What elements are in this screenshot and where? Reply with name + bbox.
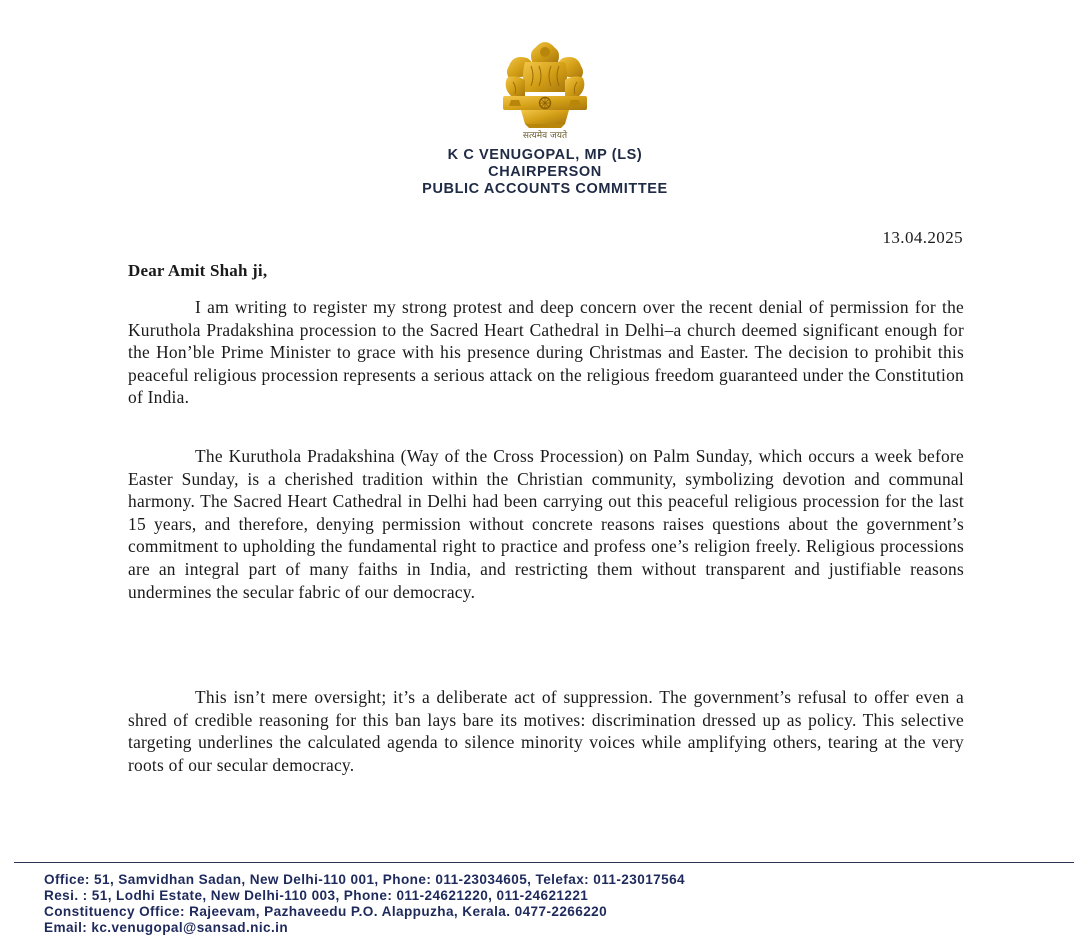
footer-constituency: Constituency Office: Rajeevam, Pazhaveedu P.O. Alappuzha, Kerala. 0477-2266220 xyxy=(44,904,608,919)
paragraph-2: The Kuruthola Pradakshina (Way of the Cross Procession) on Palm Sunday, which occurs a week before Easter Sunday, is a cherished tradition within the Christian community, symbolizing devotion and communal harmony. The Sacred Heart Cathedral in Delhi had been carrying out this peaceful religious procession for the last 15 years, and therefore, denying permission without concrete reasons raises questions about the government’s commitment to upholding the fundamental right to practice and profess one’s religion freely. Religious processions are an integral part of many faiths in India, and restricting them without transparent and justifiable reasons undermines the secular fabric of our democracy. xyxy=(128,446,964,602)
footer-residence: Resi. : 51, Lodhi Estate, New Delhi-110 003, Phone: 011-24621220, 011-24621221 xyxy=(44,888,589,903)
sender-committee: PUBLIC ACCOUNTS COMMITTEE xyxy=(422,181,668,197)
footer-divider xyxy=(14,862,1074,863)
footer-office: Office: 51, Samvidhan Sadan, New Delhi-110 001, Phone: 011-23034605, Telefax: 011-23017564 xyxy=(44,872,685,887)
paragraph-1: I am writing to register my strong protest and deep concern over the recent denial of permission for the Kuruthola Pradakshina procession to the Sacred Heart Cathedral in Delhi–a church deemed significant enough for the Hon’ble Prime Minister to grace with his presence during Christmas and Easter. The decision to prohibit this peaceful religious procession represents a serious attack on the religious freedom guaranteed under the Constitution of India. xyxy=(128,297,964,408)
footer-email[interactable]: Email: kc.venugopal@sansad.nic.in xyxy=(44,920,289,935)
emblem-motto: सत्यमेव जयते xyxy=(522,131,568,141)
paragraph-3: This isn’t mere oversight; it’s a deliberate act of suppression. The government’s refusal to offer even a shred of credible reasoning for this ban lays bare its motives: discrimination dressed up as policy. This selective targeting underlines the calculated agenda to silence minority voices while amplifying others, tearing at the very roots of our secular democracy. xyxy=(128,687,964,775)
footer-contact xyxy=(44,872,1064,936)
sender-designation: CHAIRPERSON xyxy=(488,164,602,180)
sender-name: K C VENUGOPAL, MP (LS) xyxy=(447,147,643,163)
letterhead xyxy=(340,147,750,198)
salutation: Dear Amit Shah ji, xyxy=(128,261,268,280)
letter-date: 13.04.2025 xyxy=(882,228,963,247)
